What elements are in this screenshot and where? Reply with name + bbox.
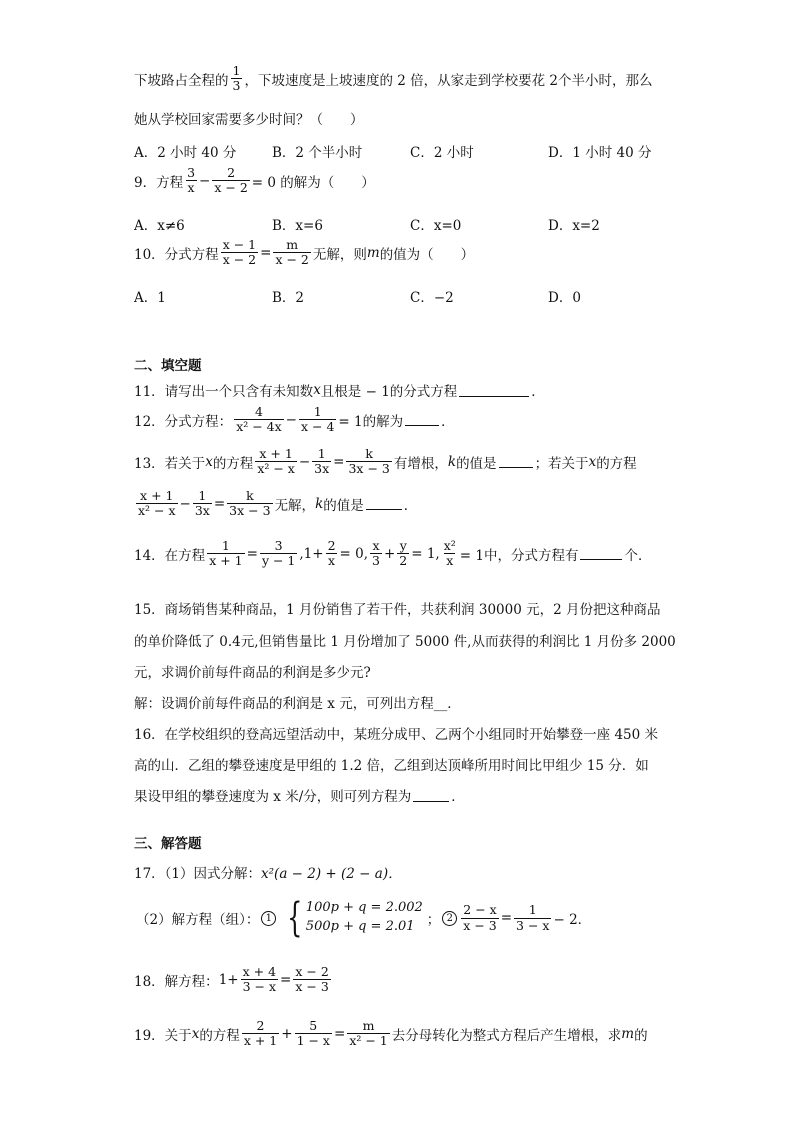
q17-frac2 xyxy=(514,903,551,933)
frac-num: x − 1 xyxy=(222,237,257,252)
q14-frac3 xyxy=(326,539,338,569)
q14-prefix: 14．在方程 xyxy=(134,547,206,564)
q18-frac1 xyxy=(241,965,278,995)
system-eq-1: 100p + q = 2.002 xyxy=(305,900,423,916)
q19-frac1 xyxy=(242,1019,279,1049)
frac-num: 5 xyxy=(309,1018,318,1033)
q13-text-6: 的值是 xyxy=(323,497,364,514)
frac-den: 3x xyxy=(194,503,210,519)
q16-line3-text: 果设甲组的攀登速度为 x 米/分，则可列方程为 xyxy=(134,789,412,805)
q8-option-d[interactable]: D．1 小时 40 分 xyxy=(548,145,652,161)
q9-frac1 xyxy=(185,166,197,196)
q15-line3: 元，求调价前每件商品的利润是多少元? xyxy=(134,665,371,681)
q19: 19．关于 x 的方程 $\frac{2}{x + 1}$ + $\frac{5}{1 - x}$ = $\frac{m}{\text{x² − 1}}$ 去分母转化为整式方程后产生增根，求 m 的 xyxy=(134,1018,648,1049)
q17-part1 xyxy=(134,862,402,882)
frac-den: 3 − x xyxy=(242,979,277,995)
q19-prefix: 19．关于 xyxy=(134,1027,192,1044)
frac-den: x − 2 xyxy=(222,252,257,268)
q14: 14．在方程 $\frac{1}{x + 1}$ = $\frac{3}{y - 1}$ ,1+ $\frac{2}{x}$ = 0, $\frac{x}{3}$ + $\frac{y}{2}$ = 1, $\frac{\text{x²}}{x}$ = 1中，分式方程有 个． xyxy=(134,538,652,569)
q13-line1: 13．若关于 x 的方程 $\frac{x + 1}{\text{x² − x}}$ − $\frac{1}{3x}$ = $\frac{k}{3x - 3}$ 有增根， k 的值是 ；若关于 x 的方程 xyxy=(134,446,637,477)
frac-num: k xyxy=(246,488,254,503)
frac-den: 3x − 3 xyxy=(229,503,271,519)
q11-text-b: 且根是 − 1的分式方程 xyxy=(320,384,458,400)
q11 xyxy=(134,380,545,400)
frac-num: 1 xyxy=(221,538,230,553)
frac-den: 1 − x xyxy=(296,1033,330,1049)
frac-num: 2 xyxy=(327,538,336,553)
q8-text-b: ，下坡速度是上坡速度的 2 倍，从家走到学校要花 2个半小时，那么 xyxy=(244,72,653,89)
q17-separator: ； xyxy=(426,912,441,928)
frac-den: x² − 1 xyxy=(349,1033,388,1049)
q16-line3 xyxy=(134,785,465,805)
frac-den: x² − x xyxy=(138,503,176,519)
q12-end: ． xyxy=(441,413,455,430)
frac-den: 3x xyxy=(314,461,330,477)
q10-frac2 xyxy=(273,238,310,268)
q13-line2: $\frac{x + 1}{\text{x² − x}}$ − $\frac{1}{3x}$ = $\frac{k}{3x - 3}$ 无解， k 的值是 ． xyxy=(138,488,418,519)
q10-suffix-a: 无解，则 xyxy=(312,246,367,263)
q9-suffix: = 0 的解为（ ） xyxy=(251,174,375,191)
frac-num: m xyxy=(286,237,299,252)
frac-num: m xyxy=(362,1018,375,1033)
q19-frac3 xyxy=(347,1019,389,1049)
frac-num: x + 1 xyxy=(259,446,293,461)
q12-prefix: 12．分式方程： xyxy=(134,413,233,430)
frac-num: 2 xyxy=(256,1018,265,1033)
q14-frac5 xyxy=(397,539,409,569)
q14-frac1 xyxy=(207,539,244,569)
frac-den: y − 1 xyxy=(261,553,296,569)
frac-den: 3 xyxy=(372,553,380,569)
q19-var-m: m xyxy=(621,1025,635,1042)
q13-frac4 xyxy=(136,489,178,519)
q11-text-a: 11．请写出一个只含有未知数 xyxy=(134,384,314,400)
q19-frac2 xyxy=(295,1019,332,1049)
q13-var-k: k xyxy=(447,453,457,470)
q13-text-4: 的方程 xyxy=(596,455,637,472)
equation-system xyxy=(282,895,423,941)
q13-text-3: ；若关于 xyxy=(534,455,589,472)
q13-end: ． xyxy=(403,497,418,514)
frac-num: k xyxy=(365,446,373,461)
q19-mid: 的方程 xyxy=(199,1027,240,1044)
system-eq-2: 500p + q = 2.01 xyxy=(305,919,415,934)
frac-num: 2 − x xyxy=(463,902,497,918)
q12-frac1 xyxy=(234,405,283,435)
q18-pre: 1+ xyxy=(218,971,239,988)
q18-frac2 xyxy=(293,965,330,995)
q10-option-a[interactable]: A．1 xyxy=(134,290,166,306)
q17-part2: （2）解方程（组）： 1 { 100p + q = 2.002 500p + q = 2.01 ； 2 $\frac{2 - x}{x - 3}$ = $\frac{1}{3 - x}$ − 2． xyxy=(136,895,592,941)
q13-answer-blank-2[interactable] xyxy=(366,497,402,510)
q14-e5-pre: = 1, xyxy=(411,545,440,562)
q14-answer-blank[interactable] xyxy=(580,547,622,560)
q8-option-b[interactable]: B．2 个半小时 xyxy=(272,145,363,161)
section-solve-heading: 三、解答题 xyxy=(134,836,202,852)
frac-num: y xyxy=(399,538,407,553)
q13-prefix: 13．若关于 xyxy=(134,455,206,472)
q18: 18．解方程： 1+ $\frac{x + 4}{3 - x}$ = $\frac{x - 2}{x - 3}$ xyxy=(134,964,329,995)
q13-var-x-2: x xyxy=(588,453,597,470)
q16-line2: 高的山．乙组的攀登速度是甲组的 1.2 倍，乙组到达顶峰所用时间比甲组少 15 分．如 xyxy=(134,758,649,774)
frac-num: 1 xyxy=(317,446,326,461)
q10-suffix-b: 的值为（ ） xyxy=(379,246,475,263)
q8-line1 xyxy=(134,64,653,94)
q9-option-c[interactable]: C．x=0 xyxy=(410,218,462,234)
q11-var-x: x xyxy=(313,382,321,398)
q15-line1: 15．商场销售某种商品，1 月份销售了若干件，共获利润 30000 元，2 月份把这种商品 xyxy=(134,602,661,618)
q12: 12．分式方程： $\frac{4}{\text{x² − 4x}}$ − $\frac{1}{x - 4}$ = 1的解为 ． xyxy=(134,404,455,435)
frac-den: x + 1 xyxy=(243,1033,278,1049)
q14-end: 个． xyxy=(624,547,652,564)
frac-den: x − 2 xyxy=(275,252,309,268)
q19-end: 的 xyxy=(634,1027,648,1044)
q8-option-a[interactable]: A．2 小时 40 分 xyxy=(134,145,237,161)
frac-den: x xyxy=(187,180,195,196)
q13-frac6 xyxy=(227,489,272,519)
frac-num: x − 2 xyxy=(295,964,329,979)
q8-line2: 她从学校回家需要多少时间？（ ） xyxy=(134,112,364,128)
q13-var-k-2: k xyxy=(315,495,324,512)
q9-prefix: 9．方程 xyxy=(134,174,184,191)
frac-den: x − 3 xyxy=(295,979,329,995)
circled-two-marker: 2 xyxy=(442,911,457,926)
q12-mid: = 1的解为 xyxy=(338,413,404,430)
q8-fraction xyxy=(231,64,243,94)
q13-frac3 xyxy=(346,447,391,477)
q14-frac6 xyxy=(442,539,458,569)
q9-option-b[interactable]: B．x=6 xyxy=(272,218,323,234)
q14-suffix: = 1中，分式方程有 xyxy=(459,547,579,564)
q17-part1-prefix: 17．（1）因式分解： xyxy=(134,866,262,882)
frac-den: x − 2 xyxy=(214,180,248,196)
q13-answer-blank-1[interactable] xyxy=(499,455,533,468)
q15-line2: 的单价降低了 0.4元,但销售量比 1 月份增加了 5000 件,从而获得的利润比 1 月份多 2000 xyxy=(134,634,676,650)
frac-den: x − 4 xyxy=(300,419,335,435)
q10-stem: 10．分式方程 $\frac{x - 1}{x - 2}$ = $\frac{m}{x - 2}$ 无解，则 m 的值为（ ） xyxy=(134,237,475,268)
q14-frac2 xyxy=(260,539,297,569)
frac-num: 4 xyxy=(254,404,263,419)
q17-part2-prefix: （2）解方程（组）： xyxy=(136,912,260,928)
q16-answer-blank[interactable] xyxy=(413,789,449,802)
q16-end: ． xyxy=(451,789,465,805)
q8-text-a: 下坡路占全程的 xyxy=(134,72,229,89)
q11-end: ． xyxy=(531,384,545,400)
q9-frac2 xyxy=(212,166,249,196)
q9-option-d[interactable]: D．x=2 xyxy=(548,218,600,234)
q19-suffix: 去分母转化为整式方程后产生增根，求 xyxy=(391,1027,622,1044)
circled-one-marker: 1 xyxy=(261,911,276,926)
frac-den: x xyxy=(446,553,454,569)
q14-e4-pre: = 0, xyxy=(339,545,369,562)
q13-frac5 xyxy=(193,489,212,519)
q10-option-c[interactable]: C．−2 xyxy=(410,290,454,306)
q14-frac4 xyxy=(370,539,382,569)
q13-text-5: 无解， xyxy=(274,497,316,514)
q8-option-c[interactable]: C．2 小时 xyxy=(410,145,474,161)
q13-var-x: x xyxy=(205,453,213,470)
q13-frac2 xyxy=(312,447,331,477)
frac-num: 1 xyxy=(232,63,241,78)
q12-answer-blank[interactable] xyxy=(405,413,439,426)
frac-num: 1 xyxy=(313,404,322,419)
frac-num: x + 1 xyxy=(140,488,174,503)
frac-den: x + 1 xyxy=(209,553,243,569)
frac-den: x − 3 xyxy=(463,917,497,933)
q18-prefix: 18．解方程： xyxy=(134,973,219,990)
frac-num: x² xyxy=(443,538,456,553)
q17-tail: − 2． xyxy=(553,912,592,928)
q10-var-m: m xyxy=(366,244,380,261)
frac-num: 1 xyxy=(198,488,207,503)
frac-num: 3 xyxy=(187,165,196,180)
frac-den: 2 xyxy=(399,553,408,569)
frac-den: x² − 4x xyxy=(236,419,282,435)
q9-option-a[interactable]: A．x≠6 xyxy=(134,218,185,234)
q10-option-d[interactable]: D．0 xyxy=(548,290,581,306)
q10-prefix: 10．分式方程 xyxy=(134,246,219,263)
frac-den: 3 − x xyxy=(516,917,550,933)
frac-num: x xyxy=(372,538,380,553)
frac-num: 2 xyxy=(227,165,236,180)
q17-part1-expr: x²(a − 2) + (2 − a)． xyxy=(261,866,402,882)
q17-frac1 xyxy=(461,903,498,933)
frac-num: 3 xyxy=(274,538,283,553)
q15-line4: 解：设调价前每件商品的利润是 x 元，可列出方程__． xyxy=(134,696,461,712)
frac-den: 3 xyxy=(232,78,241,94)
brace-icon: { xyxy=(287,895,303,941)
q16-line1: 16．在学校组织的登高远望活动中，某班分成甲、乙两个小组同时开始攀登一座 450 米 xyxy=(134,727,659,743)
section-fill-in-heading: 二、填空题 xyxy=(134,358,202,374)
frac-num: 1 xyxy=(528,902,537,918)
q11-answer-blank[interactable] xyxy=(459,384,529,397)
frac-num: x + 4 xyxy=(242,964,277,979)
q12-frac2 xyxy=(299,405,336,435)
q14-e3-pre: ,1+ xyxy=(299,545,324,562)
q10-frac1 xyxy=(221,238,258,268)
frac-den: 3x − 3 xyxy=(348,461,390,477)
q13-mid1: 的方程 xyxy=(212,455,254,472)
q9-stem: 9．方程 $\frac{3}{x}$ − $\frac{2}{x - 2}$ = 0 的解为（ ） xyxy=(134,165,375,196)
q13-frac1 xyxy=(255,447,297,477)
q10-option-b[interactable]: B．2 xyxy=(272,290,305,306)
frac-den: x² − x xyxy=(257,461,295,477)
q13-text-1: 有增根， xyxy=(393,455,448,472)
frac-den: x xyxy=(328,553,336,569)
q19-var-x: x xyxy=(191,1025,200,1042)
q13-text-2: 的值是 xyxy=(456,455,497,472)
